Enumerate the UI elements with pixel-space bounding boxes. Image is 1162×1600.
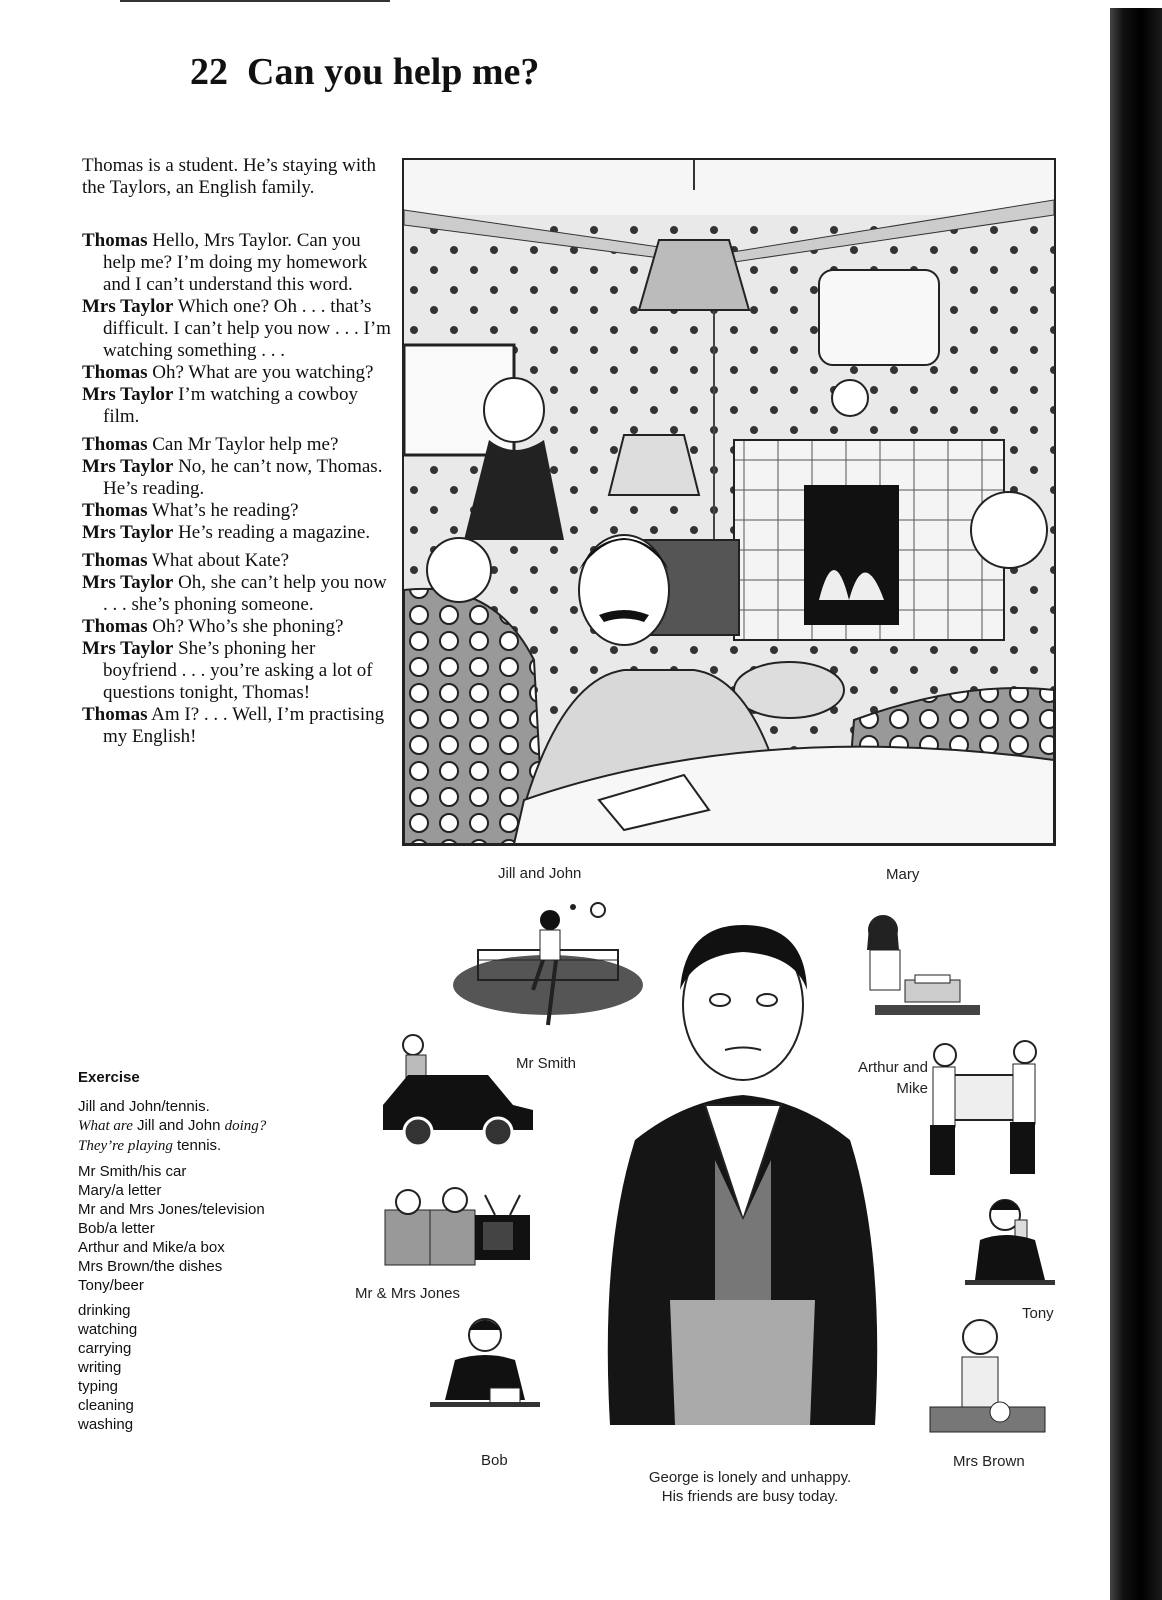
lesson-title: Can you help me? [247,51,540,93]
prompt-item: Mr and Mrs Jones/television [78,1201,265,1218]
book-binding-shadow [1110,8,1162,1600]
lesson-number: 22 [190,51,228,93]
cat-icon [734,662,844,718]
dialogue-line: Thomas Can Mr Taylor help me? [82,434,339,455]
verb-item: carrying [78,1340,132,1357]
prompt-item: Bob/a letter [78,1220,155,1237]
dialogue [82,230,392,748]
caption-bob: Bob [481,1452,508,1469]
dialogue-line: Thomas What about Kate? [82,550,290,571]
arthur-mike-box-illustration [915,1040,1045,1180]
prompt-item: Tony/beer [78,1277,144,1294]
dialogue-line: Mrs Taylor He’s reading a magazine. [82,522,371,543]
exercise-title: Exercise [78,1069,140,1086]
mr-taylor-reading-figure [427,538,491,602]
living-room-illustration [402,158,1056,846]
caption-mrs-brown: Mrs Brown [953,1453,1025,1470]
mr-mrs-jones-tv-illustration [380,1180,540,1280]
verb-item: watching [78,1321,138,1338]
verb-item: drinking [78,1302,131,1319]
ceiling-lamp-icon [639,240,749,310]
exercise-example [78,1097,348,1156]
dialogue-line: Mrs Taylor She’s phoning her boyfriend . . . you’re asking a lot of questions tonight, Thomas! [82,638,373,703]
mr-smith-car-illustration [378,1030,538,1150]
mrs-taylor-figure [971,492,1047,568]
dialogue-line: Mrs Taylor No, he can’t now, Thomas. He’s reading. [82,456,383,499]
caption-mary: Mary [886,866,920,883]
dialogue-line: Thomas What’s he reading? [82,500,299,521]
dialogue-line: Thomas Am I? . . . Well, I’m practising my English! [82,704,385,747]
caption-arthur-mike: Arthur and Mike [857,1059,928,1097]
prompt-item: Mr Smith/his car [78,1163,187,1180]
intro-paragraph: Thomas is a student. He’s staying with the Taylors, an English family. [82,155,376,198]
exercise-section [78,1068,348,1434]
example-answer: They’re playing tennis. [78,1137,222,1154]
page-title [190,50,539,94]
george-caption: George is lonely and unhappy. His friends are busy today. [648,1469,852,1505]
george-illustration [595,920,890,1425]
verb-item: typing [78,1378,119,1395]
caption-mr-mrs-jones: Mr & Mrs Jones [355,1285,461,1302]
prompt-item: Mrs Brown/the dishes [78,1258,223,1275]
tony-drinking-illustration [960,1190,1060,1290]
prompt-item: Mary/a letter [78,1182,162,1199]
dialogue-line: Thomas Oh? Who’s she phoning? [82,616,344,637]
dialogue-line: Mrs Taylor Which one? Oh . . . that’s difficult. I can’t help you now . . . I’m watching something . . . [82,296,391,361]
exercise-prompts [78,1162,348,1295]
caption-tony: Tony [1022,1305,1054,1322]
verb-item: cleaning [78,1397,134,1414]
verb-item: washing [78,1416,134,1433]
bob-writing-illustration [425,1310,545,1410]
caption-mr-smith: Mr Smith [516,1055,576,1072]
clock-icon [832,380,868,416]
dialogue-line: Thomas Hello, Mrs Taylor. Can you help me? I’m doing my homework and I can’t understand this word. [82,230,368,295]
top-rule [120,0,390,2]
exercise-verbs [78,1301,348,1434]
mirror-icon [819,270,939,365]
girl-phoning-figure [484,378,544,442]
prompt-item: Arthur and Mike/a box [78,1239,225,1256]
mrs-brown-washing-illustration [920,1312,1050,1440]
verb-item: writing [78,1359,122,1376]
caption-jill-john: Jill and John [498,865,582,882]
living-room-drawing [404,160,1054,844]
dialogue-line: Thomas Oh? What are you watching? [82,362,374,383]
table-lamp-icon [609,435,699,495]
dialogue-line: Mrs Taylor I’m watching a cowboy film. [82,384,358,427]
dialogue-line: Mrs Taylor Oh, she can’t help you now . . . she’s phoning someone. [82,572,387,615]
example-prompt: Jill and John/tennis. [78,1098,210,1115]
example-question: What are Jill and John doing? [78,1117,267,1134]
